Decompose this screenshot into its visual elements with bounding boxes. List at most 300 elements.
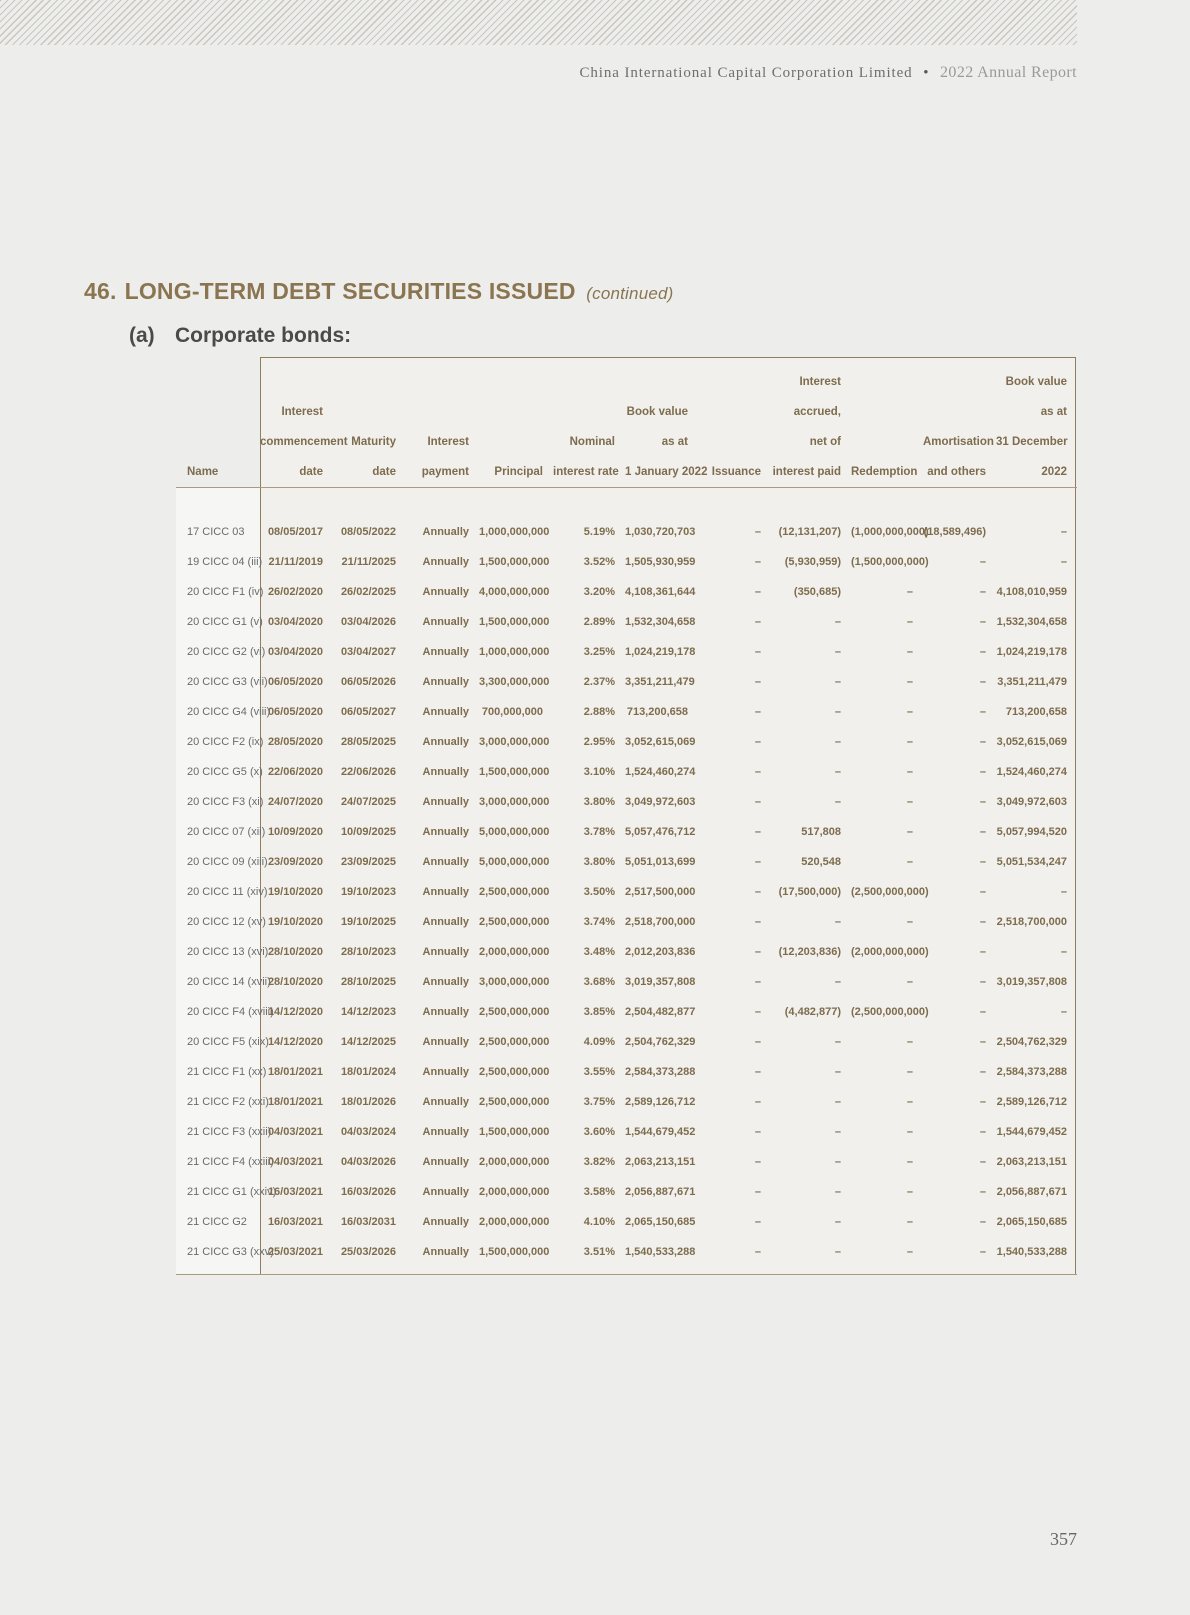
cell-issuance: – bbox=[754, 1186, 761, 1198]
cell-issuance: – bbox=[754, 916, 761, 928]
cell-interest-accrued-net: – bbox=[834, 1096, 841, 1108]
header-line: date bbox=[372, 466, 396, 478]
cell-interest-accrued-net: – bbox=[834, 646, 841, 658]
header-line bbox=[851, 427, 913, 457]
cell-nominal-interest-rate: 3.20% bbox=[583, 586, 615, 598]
section-heading: LONG-TERM DEBT SECURITIES ISSUED bbox=[124, 278, 576, 304]
header-line bbox=[479, 397, 543, 427]
header-line bbox=[851, 367, 913, 397]
cell-redemption: – bbox=[906, 826, 913, 838]
cell-name: 17 CICC 03 bbox=[187, 526, 245, 538]
cell-principal: 1,000,000,000 bbox=[479, 526, 550, 538]
header-line bbox=[406, 367, 469, 397]
cell-issuance: – bbox=[754, 946, 761, 958]
cell-amortisation-and-others: – bbox=[979, 616, 986, 628]
cell-amortisation-and-others: – bbox=[979, 1186, 986, 1198]
cell-interest-commencement-date: 22/06/2020 bbox=[267, 766, 323, 778]
cell-interest-accrued-net: – bbox=[834, 736, 841, 748]
cell-principal: 1,500,000,000 bbox=[479, 1126, 550, 1138]
table-row bbox=[176, 697, 1077, 727]
cell-book-value-1-jan-2022: 3,351,211,479 bbox=[625, 676, 695, 688]
cell-interest-accrued-net: – bbox=[834, 766, 841, 778]
cell-maturity-date: 19/10/2023 bbox=[340, 886, 396, 898]
cell-interest-accrued-net: (5,930,959) bbox=[784, 556, 841, 568]
cell-name: 21 CICC F4 (xxiii) bbox=[187, 1156, 274, 1168]
cell-book-value-31-dec-2022: 2,504,762,329 bbox=[996, 1036, 1067, 1048]
page-number: 357 bbox=[1050, 1529, 1077, 1549]
cell-principal: 2,500,000,000 bbox=[479, 1066, 550, 1078]
cell-interest-commencement-date: 06/05/2020 bbox=[267, 676, 323, 688]
report-title: 2022 Annual Report bbox=[940, 64, 1077, 81]
table-row bbox=[176, 787, 1077, 817]
cell-principal: 1,500,000,000 bbox=[479, 1246, 550, 1258]
cell-name: 20 CICC G4 (viii) bbox=[187, 706, 271, 718]
header-line: interest rate bbox=[553, 466, 619, 478]
cell-nominal-interest-rate: 4.09% bbox=[583, 1036, 615, 1048]
cell-book-value-1-jan-2022: 1,030,720,703 bbox=[625, 526, 696, 538]
cell-book-value-31-dec-2022: 2,063,213,151 bbox=[996, 1156, 1067, 1168]
cell-interest-commencement-date: 03/04/2020 bbox=[267, 616, 323, 628]
column-header-nominal-interest-rate bbox=[553, 357, 625, 487]
cell-amortisation-and-others: – bbox=[979, 676, 986, 688]
cell-maturity-date: 14/12/2023 bbox=[340, 1006, 396, 1018]
cell-name: 20 CICC G1 (v) bbox=[187, 616, 263, 628]
cell-principal: 3,300,000,000 bbox=[479, 676, 550, 688]
header-line: net of bbox=[809, 436, 841, 448]
header-line: as at bbox=[1040, 406, 1067, 418]
header-line bbox=[553, 397, 615, 427]
cell-nominal-interest-rate: 3.25% bbox=[583, 646, 615, 658]
cell-interest-commencement-date: 18/01/2021 bbox=[267, 1066, 323, 1078]
cell-interest-accrued-net: – bbox=[834, 676, 841, 688]
header-line bbox=[479, 427, 543, 457]
cell-redemption: – bbox=[906, 646, 913, 658]
cell-interest-payment: Annually bbox=[422, 946, 469, 958]
cell-redemption: (1,500,000,000) bbox=[851, 556, 929, 568]
cell-interest-accrued-net: (4,482,877) bbox=[784, 1006, 841, 1018]
cell-redemption: – bbox=[906, 796, 913, 808]
cell-interest-payment: Annually bbox=[422, 856, 469, 868]
cell-nominal-interest-rate: 3.50% bbox=[583, 886, 615, 898]
cell-maturity-date: 23/09/2025 bbox=[340, 856, 396, 868]
cell-maturity-date: 06/05/2027 bbox=[340, 706, 396, 718]
cell-maturity-date: 04/03/2024 bbox=[340, 1126, 396, 1138]
cell-principal: 5,000,000,000 bbox=[479, 856, 550, 868]
header-line: date bbox=[299, 466, 323, 478]
cell-interest-accrued-net: – bbox=[834, 706, 841, 718]
cell-interest-payment: Annually bbox=[422, 796, 469, 808]
cell-interest-commencement-date: 28/10/2020 bbox=[267, 946, 323, 958]
cell-interest-accrued-net: – bbox=[834, 1246, 841, 1258]
cell-interest-commencement-date: 28/05/2020 bbox=[267, 736, 323, 748]
cell-interest-payment: Annually bbox=[422, 916, 469, 928]
cell-redemption: – bbox=[906, 676, 913, 688]
subsection-title bbox=[129, 324, 351, 348]
cell-book-value-31-dec-2022: 2,056,887,671 bbox=[996, 1186, 1067, 1198]
cell-principal: 1,500,000,000 bbox=[479, 766, 550, 778]
table-row bbox=[176, 1237, 1077, 1267]
column-header-maturity-date bbox=[333, 357, 406, 487]
continued-note: (continued) bbox=[586, 284, 674, 303]
cell-maturity-date: 18/01/2026 bbox=[340, 1096, 396, 1108]
header-line: Interest bbox=[281, 406, 323, 418]
cell-redemption: (2,500,000,000) bbox=[851, 1006, 929, 1018]
cell-amortisation-and-others: – bbox=[979, 1096, 986, 1108]
cell-book-value-1-jan-2022: 1,505,930,959 bbox=[625, 556, 696, 568]
cell-interest-payment: Annually bbox=[422, 1066, 469, 1078]
cell-principal: 4,000,000,000 bbox=[479, 586, 550, 598]
cell-nominal-interest-rate: 3.55% bbox=[583, 1066, 615, 1078]
cell-amortisation-and-others: – bbox=[979, 886, 986, 898]
cell-book-value-31-dec-2022: 2,518,700,000 bbox=[996, 916, 1067, 928]
cell-name: 21 CICC F1 (xx) bbox=[187, 1066, 267, 1078]
subsection-heading: Corporate bonds: bbox=[175, 324, 352, 347]
cell-interest-commencement-date: 26/02/2020 bbox=[267, 586, 323, 598]
cell-amortisation-and-others: – bbox=[979, 916, 986, 928]
cell-name: 20 CICC F3 (xi) bbox=[187, 796, 264, 808]
cell-interest-accrued-net: – bbox=[834, 1036, 841, 1048]
table-row bbox=[176, 937, 1077, 967]
cell-nominal-interest-rate: 2.37% bbox=[583, 676, 615, 688]
cell-issuance: – bbox=[754, 1006, 761, 1018]
cell-principal: 3,000,000,000 bbox=[479, 976, 550, 988]
cell-redemption: – bbox=[906, 1126, 913, 1138]
header-line: interest paid bbox=[772, 466, 841, 478]
cell-issuance: – bbox=[754, 886, 761, 898]
cell-nominal-interest-rate: 3.68% bbox=[583, 976, 615, 988]
cell-interest-commencement-date: 23/09/2020 bbox=[267, 856, 323, 868]
cell-interest-payment: Annually bbox=[422, 1126, 469, 1138]
cell-amortisation-and-others: – bbox=[979, 1036, 986, 1048]
cell-book-value-31-dec-2022: 2,065,150,685 bbox=[996, 1216, 1067, 1228]
header-separator: • bbox=[923, 65, 930, 81]
cell-book-value-1-jan-2022: 5,051,013,699 bbox=[625, 856, 696, 868]
cell-interest-commencement-date: 16/03/2021 bbox=[267, 1216, 323, 1228]
cell-issuance: – bbox=[754, 1156, 761, 1168]
cell-book-value-31-dec-2022: 2,589,126,712 bbox=[996, 1096, 1067, 1108]
cell-interest-commencement-date: 06/05/2020 bbox=[267, 706, 323, 718]
header-line: 31 December bbox=[996, 436, 1068, 448]
cell-interest-commencement-date: 04/03/2021 bbox=[267, 1156, 323, 1168]
cell-maturity-date: 28/05/2025 bbox=[340, 736, 396, 748]
cell-principal: 2,000,000,000 bbox=[479, 1186, 550, 1198]
cell-issuance: – bbox=[754, 646, 761, 658]
cell-nominal-interest-rate: 3.58% bbox=[583, 1186, 615, 1198]
cell-name: 20 CICC 07 (xii) bbox=[187, 826, 266, 838]
cell-interest-payment: Annually bbox=[422, 1216, 469, 1228]
cell-name: 20 CICC 11 (xiv) bbox=[187, 886, 268, 898]
cell-book-value-31-dec-2022: 3,351,211,479 bbox=[997, 676, 1067, 688]
header-line bbox=[625, 367, 688, 397]
cell-interest-payment: Annually bbox=[422, 1096, 469, 1108]
cell-issuance: – bbox=[754, 706, 761, 718]
cell-issuance: – bbox=[754, 976, 761, 988]
header-line: Principal bbox=[494, 466, 543, 478]
cell-interest-commencement-date: 28/10/2020 bbox=[267, 976, 323, 988]
cell-book-value-31-dec-2022: – bbox=[1060, 886, 1067, 898]
cell-nominal-interest-rate: 2.88% bbox=[583, 706, 615, 718]
header-line: payment bbox=[421, 466, 469, 478]
cell-book-value-1-jan-2022: 2,504,482,877 bbox=[625, 1006, 696, 1018]
cell-book-value-1-jan-2022: 2,065,150,685 bbox=[625, 1216, 696, 1228]
cell-book-value-1-jan-2022: 2,012,203,836 bbox=[625, 946, 696, 958]
header-line: Interest bbox=[799, 376, 841, 388]
cell-book-value-1-jan-2022: 1,524,460,274 bbox=[625, 766, 696, 778]
cell-maturity-date: 16/03/2031 bbox=[340, 1216, 396, 1228]
cell-issuance: – bbox=[754, 556, 761, 568]
cell-redemption: (2,500,000,000) bbox=[851, 886, 929, 898]
cell-issuance: – bbox=[754, 1036, 761, 1048]
cell-principal: 5,000,000,000 bbox=[479, 826, 550, 838]
header-line: Amortisation bbox=[923, 436, 994, 448]
cell-nominal-interest-rate: 3.74% bbox=[583, 916, 615, 928]
cell-redemption: – bbox=[906, 1036, 913, 1048]
cell-redemption: – bbox=[906, 586, 913, 598]
cell-nominal-interest-rate: 2.95% bbox=[583, 736, 615, 748]
cell-interest-accrued-net: 517,808 bbox=[801, 826, 841, 838]
cell-book-value-1-jan-2022: 2,063,213,151 bbox=[625, 1156, 696, 1168]
cell-name: 20 CICC G5 (x) bbox=[187, 766, 263, 778]
cell-interest-accrued-net: – bbox=[834, 976, 841, 988]
cell-interest-accrued-net: – bbox=[834, 616, 841, 628]
cell-issuance: – bbox=[754, 796, 761, 808]
cell-interest-payment: Annually bbox=[422, 1156, 469, 1168]
cell-nominal-interest-rate: 2.89% bbox=[583, 616, 615, 628]
cell-principal: 2,500,000,000 bbox=[479, 1036, 550, 1048]
cell-interest-commencement-date: 14/12/2020 bbox=[267, 1006, 323, 1018]
cell-interest-commencement-date: 25/03/2021 bbox=[267, 1246, 323, 1258]
corporate-bonds-table-area bbox=[176, 357, 1077, 1275]
header-line: 2022 bbox=[1041, 466, 1067, 478]
cell-amortisation-and-others: – bbox=[979, 856, 986, 868]
cell-name: 20 CICC F2 (ix) bbox=[187, 736, 264, 748]
cell-nominal-interest-rate: 3.80% bbox=[583, 856, 615, 868]
header-line bbox=[923, 397, 986, 427]
cell-book-value-1-jan-2022: 2,518,700,000 bbox=[625, 916, 696, 928]
table-row bbox=[176, 727, 1077, 757]
cell-name: 20 CICC F1 (iv) bbox=[187, 586, 264, 598]
cell-name: 21 CICC F3 (xxii) bbox=[187, 1126, 272, 1138]
cell-interest-payment: Annually bbox=[422, 886, 469, 898]
cell-interest-payment: Annually bbox=[422, 676, 469, 688]
table-row bbox=[176, 907, 1077, 937]
column-header-issuance bbox=[698, 357, 771, 487]
header-line bbox=[698, 397, 761, 427]
cell-maturity-date: 28/10/2025 bbox=[340, 976, 396, 988]
column-header-principal bbox=[479, 357, 553, 487]
cell-nominal-interest-rate: 3.48% bbox=[583, 946, 615, 958]
table-row bbox=[176, 757, 1077, 787]
cell-book-value-31-dec-2022: – bbox=[1060, 526, 1067, 538]
cell-name: 20 CICC 13 (xvi) bbox=[187, 946, 269, 958]
cell-maturity-date: 18/01/2024 bbox=[340, 1066, 396, 1078]
cell-issuance: – bbox=[754, 676, 761, 688]
cell-amortisation-and-others: – bbox=[979, 1006, 986, 1018]
table-body bbox=[176, 487, 1077, 1267]
cell-amortisation-and-others: (18,589,496) bbox=[923, 526, 986, 538]
cell-issuance: – bbox=[754, 526, 761, 538]
cell-amortisation-and-others: – bbox=[979, 826, 986, 838]
cell-interest-commencement-date: 03/04/2020 bbox=[267, 646, 323, 658]
cell-issuance: – bbox=[754, 826, 761, 838]
cell-book-value-31-dec-2022: 2,584,373,288 bbox=[996, 1066, 1067, 1078]
header-line bbox=[698, 427, 761, 457]
cell-nominal-interest-rate: 3.75% bbox=[583, 1096, 615, 1108]
cell-book-value-31-dec-2022: 1,024,219,178 bbox=[996, 646, 1067, 658]
company-name: China International Capital Corporation Limited bbox=[579, 65, 913, 81]
cell-maturity-date: 21/11/2025 bbox=[341, 556, 396, 568]
cell-issuance: – bbox=[754, 1126, 761, 1138]
cell-name: 21 CICC F2 (xxi) bbox=[187, 1096, 269, 1108]
table-row bbox=[176, 547, 1077, 577]
header-line bbox=[333, 367, 396, 397]
cell-book-value-31-dec-2022: 5,057,994,520 bbox=[996, 826, 1067, 838]
cell-name: 20 CICC 14 (xvii) bbox=[187, 976, 271, 988]
cell-book-value-1-jan-2022: 2,589,126,712 bbox=[625, 1096, 696, 1108]
cell-interest-payment: Annually bbox=[422, 1246, 469, 1258]
cell-book-value-1-jan-2022: 3,049,972,603 bbox=[625, 796, 696, 808]
cell-name: 19 CICC 04 (iii) bbox=[187, 556, 263, 568]
cell-principal: 1,500,000,000 bbox=[479, 556, 550, 568]
cell-name: 21 CICC G3 (xxv) bbox=[187, 1246, 274, 1258]
bottom-rule bbox=[176, 1274, 1077, 1275]
cell-interest-accrued-net: (12,131,207) bbox=[778, 526, 841, 538]
cell-amortisation-and-others: – bbox=[979, 646, 986, 658]
cell-redemption: (2,000,000,000) bbox=[851, 946, 929, 958]
section-title bbox=[84, 278, 674, 305]
cell-book-value-1-jan-2022: 4,108,361,644 bbox=[625, 586, 696, 598]
header-line: as at bbox=[661, 436, 688, 448]
cell-name: 20 CICC 12 (xv) bbox=[187, 916, 266, 928]
table-row bbox=[176, 997, 1077, 1027]
cell-principal: 3,000,000,000 bbox=[479, 736, 550, 748]
cell-issuance: – bbox=[754, 1216, 761, 1228]
decorative-hatch-band bbox=[0, 0, 1077, 45]
cell-amortisation-and-others: – bbox=[979, 556, 986, 568]
cell-amortisation-and-others: – bbox=[979, 736, 986, 748]
cell-principal: 2,500,000,000 bbox=[479, 886, 550, 898]
cell-interest-accrued-net: (17,500,000) bbox=[778, 886, 841, 898]
table-row bbox=[176, 577, 1077, 607]
cell-redemption: – bbox=[906, 1186, 913, 1198]
cell-issuance: – bbox=[754, 616, 761, 628]
cell-maturity-date: 22/06/2026 bbox=[340, 766, 396, 778]
cell-issuance: – bbox=[754, 1096, 761, 1108]
cell-amortisation-and-others: – bbox=[979, 706, 986, 718]
cell-nominal-interest-rate: 3.10% bbox=[583, 766, 615, 778]
cell-principal: 2,500,000,000 bbox=[479, 1006, 550, 1018]
cell-maturity-date: 03/04/2026 bbox=[340, 616, 396, 628]
cell-issuance: – bbox=[754, 736, 761, 748]
cell-issuance: – bbox=[754, 586, 761, 598]
section-number: 46. bbox=[84, 278, 117, 304]
cell-redemption: – bbox=[906, 1156, 913, 1168]
header-line bbox=[553, 367, 615, 397]
cell-interest-accrued-net: 520,548 bbox=[801, 856, 841, 868]
cell-book-value-31-dec-2022: 1,532,304,658 bbox=[996, 616, 1067, 628]
table-row bbox=[176, 967, 1077, 997]
cell-redemption: – bbox=[906, 1216, 913, 1228]
cell-redemption: – bbox=[906, 766, 913, 778]
header-line bbox=[479, 367, 543, 397]
cell-book-value-1-jan-2022: 713,200,658 bbox=[626, 706, 688, 718]
cell-redemption: – bbox=[906, 1066, 913, 1078]
cell-book-value-31-dec-2022: 3,052,615,069 bbox=[996, 736, 1067, 748]
cell-interest-accrued-net: – bbox=[834, 796, 841, 808]
header-line: Name bbox=[187, 466, 219, 478]
header-line: Issuance bbox=[711, 466, 761, 478]
cell-amortisation-and-others: – bbox=[979, 1216, 986, 1228]
header-line bbox=[851, 397, 913, 427]
cell-interest-payment: Annually bbox=[422, 616, 469, 628]
table-row bbox=[176, 1117, 1077, 1147]
cell-maturity-date: 24/07/2025 bbox=[340, 796, 396, 808]
cell-nominal-interest-rate: 3.51% bbox=[583, 1246, 615, 1258]
cell-interest-payment: Annually bbox=[422, 556, 469, 568]
cell-interest-commencement-date: 19/10/2020 bbox=[267, 886, 323, 898]
table-row bbox=[176, 667, 1077, 697]
cell-nominal-interest-rate: 3.52% bbox=[583, 556, 615, 568]
column-header-book-value-1-jan-2022 bbox=[625, 357, 708, 487]
table-row bbox=[176, 1147, 1077, 1177]
cell-interest-commencement-date: 19/10/2020 bbox=[267, 916, 323, 928]
header-line: Interest bbox=[427, 436, 469, 448]
header-line bbox=[333, 397, 396, 427]
table-spacer-row bbox=[176, 487, 1077, 517]
subsection-label: (a) bbox=[129, 324, 155, 347]
header-line: Maturity bbox=[351, 436, 396, 448]
column-header-name bbox=[176, 357, 260, 487]
cell-book-value-1-jan-2022: 5,057,476,712 bbox=[625, 826, 696, 838]
header-line bbox=[923, 367, 986, 397]
cell-book-value-31-dec-2022: – bbox=[1060, 946, 1067, 958]
corporate-bonds-table bbox=[176, 357, 1077, 1267]
table-header-row bbox=[176, 357, 1077, 487]
cell-principal: 1,500,000,000 bbox=[479, 616, 550, 628]
cell-principal: 2,500,000,000 bbox=[479, 1096, 550, 1108]
header-line: Redemption bbox=[851, 466, 918, 478]
running-header bbox=[579, 64, 1077, 82]
cell-amortisation-and-others: – bbox=[979, 976, 986, 988]
cell-interest-payment: Annually bbox=[422, 646, 469, 658]
cell-book-value-31-dec-2022: 1,524,460,274 bbox=[996, 766, 1067, 778]
cell-nominal-interest-rate: 3.82% bbox=[583, 1156, 615, 1168]
cell-interest-accrued-net: – bbox=[834, 1186, 841, 1198]
cell-redemption: – bbox=[906, 736, 913, 748]
table-row bbox=[176, 847, 1077, 877]
cell-interest-accrued-net: – bbox=[834, 1066, 841, 1078]
cell-nominal-interest-rate: 5.19% bbox=[583, 526, 615, 538]
cell-redemption: – bbox=[906, 976, 913, 988]
header-line bbox=[187, 367, 260, 397]
cell-name: 20 CICC G2 (vi) bbox=[187, 646, 266, 658]
cell-book-value-31-dec-2022: 3,019,357,808 bbox=[996, 976, 1067, 988]
cell-amortisation-and-others: – bbox=[979, 766, 986, 778]
cell-nominal-interest-rate: 3.80% bbox=[583, 796, 615, 808]
cell-interest-payment: Annually bbox=[422, 826, 469, 838]
cell-amortisation-and-others: – bbox=[979, 1126, 986, 1138]
cell-maturity-date: 03/04/2027 bbox=[340, 646, 396, 658]
cell-interest-accrued-net: – bbox=[834, 1156, 841, 1168]
cell-book-value-1-jan-2022: 2,584,373,288 bbox=[625, 1066, 696, 1078]
header-line: accrued, bbox=[793, 406, 841, 418]
cell-interest-payment: Annually bbox=[422, 526, 469, 538]
cell-redemption: – bbox=[906, 616, 913, 628]
cell-principal: 2,000,000,000 bbox=[479, 1216, 550, 1228]
cell-interest-accrued-net: – bbox=[834, 1126, 841, 1138]
cell-book-value-1-jan-2022: 1,024,219,178 bbox=[625, 646, 696, 658]
cell-book-value-31-dec-2022: 4,108,010,959 bbox=[996, 586, 1067, 598]
